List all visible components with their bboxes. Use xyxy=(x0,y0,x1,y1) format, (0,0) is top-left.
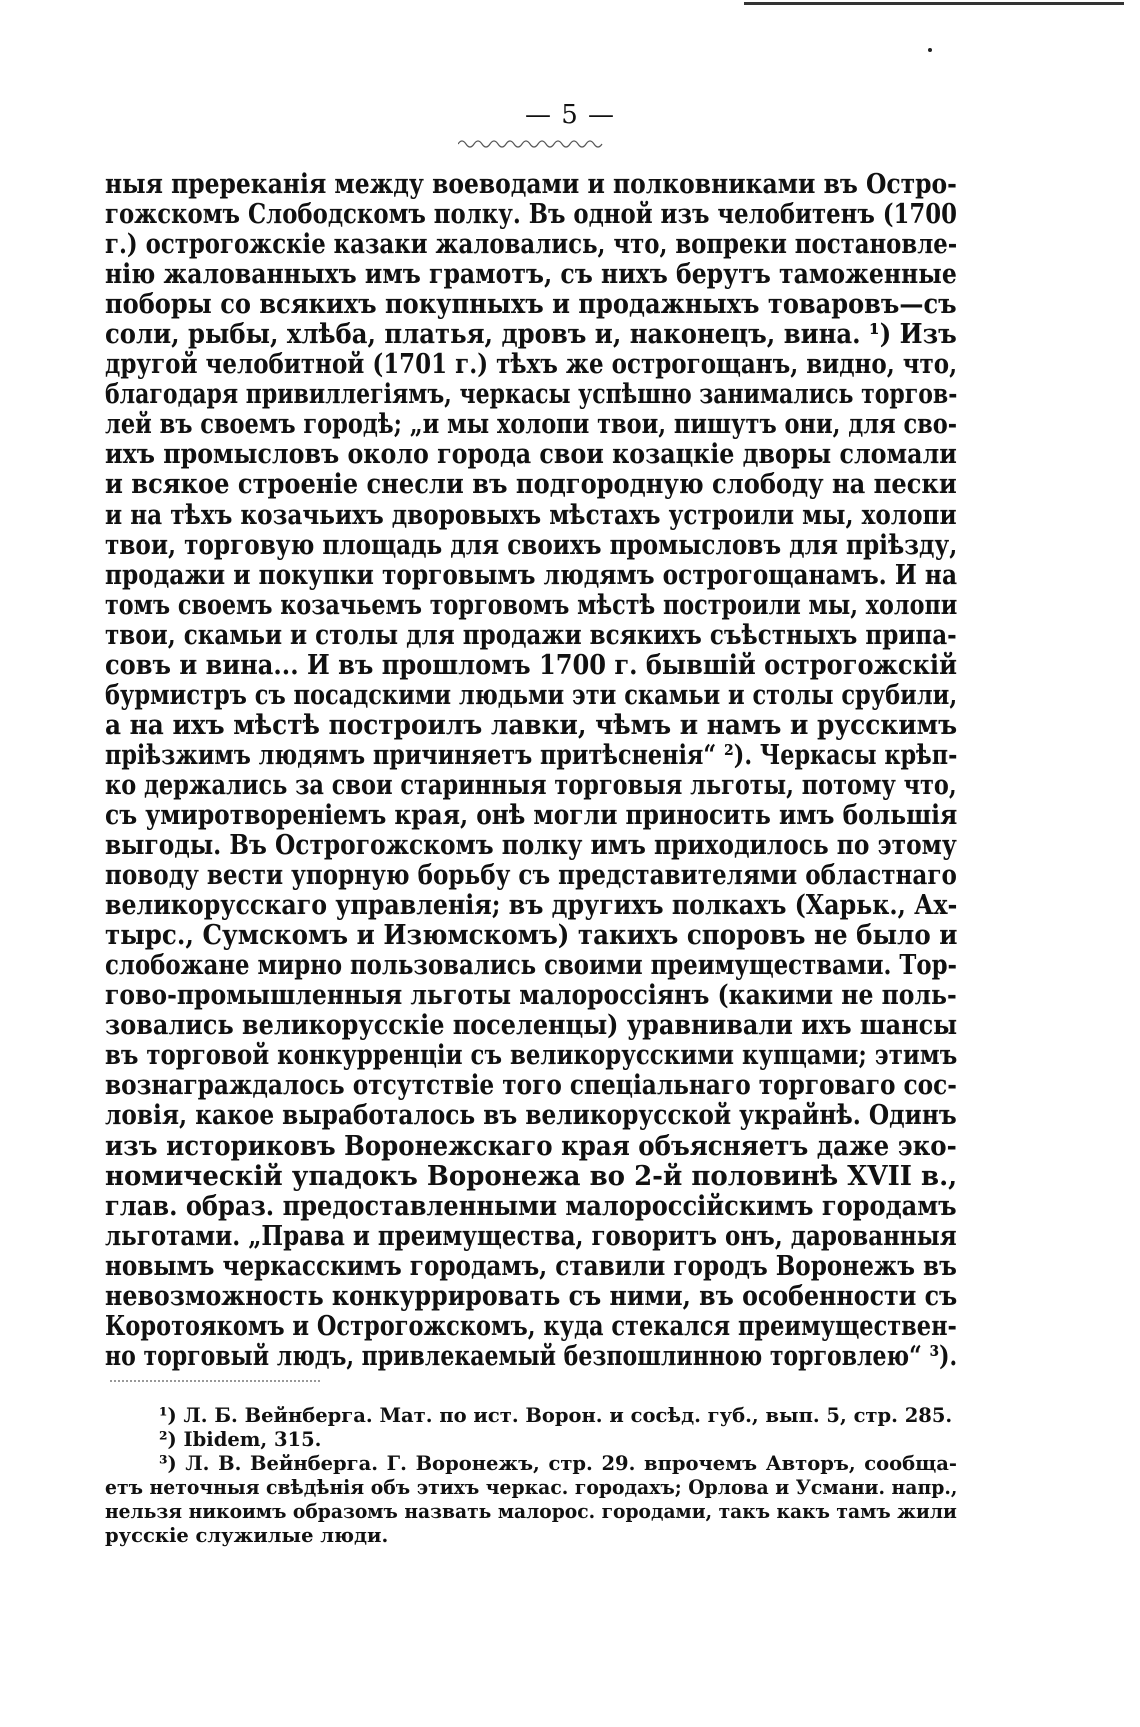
text-line: твои, торговую площадь для своихъ промысловъ для пріѣзду, xyxy=(105,529,958,561)
text-line: г.) острогожскіе казаки жаловались, что, вопреки постановле- xyxy=(105,229,958,261)
text-line: въ торговой конкурренціи съ великорусскими купцами; этимъ xyxy=(105,1040,958,1072)
text-line: другой челобитной (1701 г.) тѣхъ же острогощанъ, видно, что, xyxy=(105,349,958,381)
text-line: ловія, какое выработалось въ великорусской украйнѣ. Одинъ xyxy=(105,1100,957,1132)
text-line: ко держались за свои старинныя торговыя льготы, потому что, xyxy=(105,769,957,801)
text-line: невозможность конкуррировать съ ними, въ особенности съ xyxy=(105,1280,958,1312)
text-line: гожскомъ Слободскомъ полку. Въ одной изъ челобитенъ (1700 xyxy=(105,199,958,231)
text-line: продажи и покупки торговымъ людямъ острогощанамъ. И на xyxy=(105,559,958,591)
text-line: вознаграждалось отсутствіе того спеціальнаго торговаго сос- xyxy=(105,1070,957,1102)
footnote-2: ²) Ibidem, 315. xyxy=(159,1428,322,1451)
text-line: ихъ промысловъ около города свои козацкіе дворы сломали xyxy=(105,439,957,471)
text-line: томъ своемъ козачьемъ торговомъ мѣстѣ построили мы, холопи xyxy=(105,589,958,621)
text-line: но торговый людъ, привлекаемый безпошлинною торговлею“ ³). xyxy=(105,1340,958,1372)
ornament-wave xyxy=(458,136,604,148)
text-line: Коротоякомъ и Острогожскомъ, куда стекался преимуществен- xyxy=(105,1310,957,1342)
page-number: — 5 — xyxy=(524,100,616,130)
text-line: новымъ черкасскимъ городамъ, ставили городъ Воронежъ въ xyxy=(105,1250,957,1282)
text-line: соли, рыбы, хлѣба, платья, дровъ и, наконецъ, вина. ¹) Изъ xyxy=(105,319,957,351)
footnote-3-line: етъ неточныя свѣдѣнія объ этихъ черкас. городахъ; Орлова и Усмани. напр., xyxy=(105,1476,958,1499)
ink-speck xyxy=(928,48,932,52)
text-line: гово-промышленныя льготы малороссіянъ (какими не поль- xyxy=(105,980,957,1012)
text-line: поборы со всякихъ покупныхъ и продажныхъ товаровъ—съ xyxy=(105,289,957,321)
text-line: лей въ своемъ городѣ; „и мы холопи твои, пишутъ они, для сво- xyxy=(105,409,958,441)
text-line: и на тѣхъ козачьихъ дворовыхъ мѣстахъ устроили мы, холопи xyxy=(105,499,957,531)
text-line: изъ историковъ Воронежскаго края объясняетъ даже эко- xyxy=(105,1130,957,1162)
main-text xyxy=(105,170,957,1372)
footnote-3-line: нельзя никоимъ образомъ назвать малорос. городами, такъ какъ тамъ жили xyxy=(105,1500,957,1523)
text-line: бурмистръ съ посадскими людьми эти скамьи и столы срубили, xyxy=(105,679,958,711)
text-line: номическій упадокъ Воронежа во 2-й половинѣ XVII в., xyxy=(105,1160,958,1192)
text-line: а на ихъ мѣстѣ построилъ лавки, чѣмъ и намъ и русскимъ xyxy=(105,709,958,741)
text-line: пріѣзжимъ людямъ причиняетъ притѣсненія“ ²). Черкасы крѣп- xyxy=(105,739,958,771)
text-line: твои, скамьи и столы для продажи всякихъ съѣстныхъ припа- xyxy=(105,619,957,651)
text-line: нію жалованныхъ имъ грамотъ, съ нихъ берутъ таможенные xyxy=(105,259,957,291)
text-line: слобожане мирно пользовались своими преимуществами. Тор- xyxy=(105,950,957,982)
text-line: ныя пререканія между воеводами и полковниками въ Остро- xyxy=(105,169,957,200)
text-line: глав. образ. предоставленными малороссійскимъ городамъ xyxy=(105,1190,957,1222)
text-line: великорусскаго управленія; въ другихъ полкахъ (Харьк., Ах- xyxy=(105,890,958,922)
footnotes xyxy=(105,1404,957,1548)
text-line: благодаря привиллегіямъ, черкасы успѣшно занимались торгов- xyxy=(105,379,958,411)
text-line: съ умиротвореніемъ края, онѣ могли приносить имъ большія xyxy=(105,799,958,831)
top-edge-rule xyxy=(744,2,1124,5)
footnote-separator xyxy=(110,1380,320,1382)
text-line: зовались великорусскіе поселенцы) уравнивали ихъ шансы xyxy=(105,1010,958,1042)
text-line: выгоды. Въ Острогожскомъ полку имъ приходилось по этому xyxy=(105,830,957,862)
footnote-3-line: ³) Л. В. Вейнберга. Г. Воронежъ, стр. 29. впрочемъ Авторъ, сообща- xyxy=(159,1452,957,1475)
text-line: льготами. „Права и преимущества, говоритъ онъ, дарованныя xyxy=(105,1220,957,1252)
text-line: совъ и вина... И въ прошломъ 1700 г. бывшій острогожскій xyxy=(105,649,957,681)
text-line: поводу вести упорную борьбу съ представителями областнаго xyxy=(105,860,957,892)
footnote-1: ¹) Л. Б. Вейнберга. Мат. по ист. Ворон. и сосѣд. губ., вып. 5, стр. 285. xyxy=(159,1404,953,1427)
footnote-3-line: русскіе служилые люди. xyxy=(105,1524,389,1547)
text-line: и всякое строеніе снесли въ подгородную слободу на пески xyxy=(105,469,957,501)
text-line: тырс., Сумскомъ и Изюмскомъ) такихъ споровъ не было и xyxy=(105,920,958,952)
